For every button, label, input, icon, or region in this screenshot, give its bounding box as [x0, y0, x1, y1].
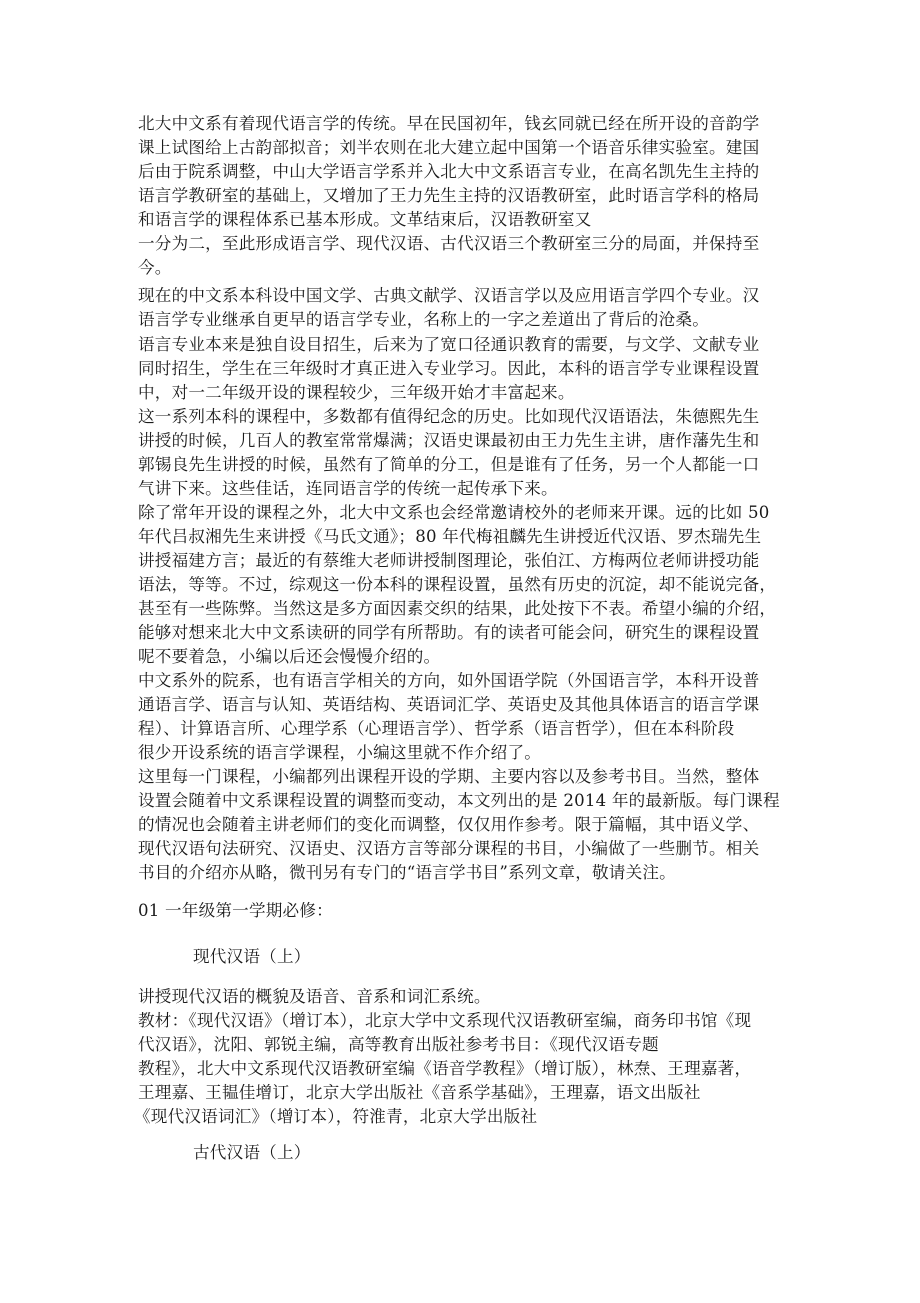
course-description: 讲授现代汉语的概貌及语音、音系和词汇系统。: [138, 987, 491, 1006]
course-title: 古代汉语（上）: [193, 1143, 311, 1162]
paragraph-line: 通语言学、语言与认知、英语结构、英语词汇学、英语史及其他具体语言的语言学课: [138, 695, 760, 714]
paragraph-line: 呢不要着急，小编以后还会慢慢介绍的。: [138, 647, 441, 666]
paragraph-line: 讲授的时候，几百人的教室常常爆满；汉语史课最初由王力先生主讲，唐作藩先生和: [138, 431, 760, 450]
paragraph-line: 中，对一二年级开设的课程较少，三年级开始才丰富起来。: [138, 383, 575, 402]
paragraph-line: 设置会随着中文系课程设置的调整而变动，本文列出的是 2014 年的最新版。每门课程: [138, 791, 780, 810]
paragraph-line: 语言学教研室的基础上，又增加了王力先生主持的汉语教研室，此时语言学科的格局: [138, 186, 760, 205]
paragraph-line: 同时招生，学生在三年级时才真正进入专业学习。因此，本科的语言学专业课程设置: [138, 359, 760, 378]
paragraph-line: 郭锡良先生讲授的时候，虽然有了简单的分工，但是谁有了任务，另一个人都能一口: [138, 455, 760, 474]
paragraph-line: 语言学专业继承自更早的语言学专业，名称上的一字之差道出了背后的沧桑。: [138, 310, 709, 329]
course-textbook-line: 教材：《现代汉语》（增订本），北京大学中文系现代汉语教研室编，商务印书馆《现: [138, 1011, 752, 1030]
paragraph-line: 现在的中文系本科设中国文学、古典文献学、汉语言学以及应用语言学四个专业。汉: [138, 286, 760, 305]
course-textbook-line: 《现代汉语词汇》（增订本），符淮青，北京大学出版社: [134, 1107, 538, 1126]
paragraph-line: 今。: [138, 258, 172, 277]
course-title: 现代汉语（上）: [193, 947, 311, 966]
section-heading: 01 一年级第一学期必修：: [138, 901, 333, 920]
paragraph-line: 和语言学的课程体系已基本形成。文革结束后，汉语教研室又: [138, 210, 592, 229]
course-textbook-line: 代汉语》，沈阳、郭锐主编，高等教育出版社参考书目：《现代汉语专题: [138, 1035, 659, 1054]
paragraph-line: 后由于院系调整，中山大学语言学系并入北大中文系语言专业，在高名凯先生主持的: [138, 162, 760, 181]
paragraph-line: 一分为二，至此形成语言学、现代汉语、古代汉语三个教研室三分的局面，并保持至: [138, 234, 760, 253]
paragraph-line: 中文系外的院系，也有语言学相关的方向，如外国语学院（外国语言学，本科开设普: [138, 671, 760, 690]
paragraph-line: 这里每一门课程，小编都列出课程开设的学期、主要内容以及参考书目。当然，整体: [138, 767, 760, 786]
paragraph-line: 甚至有一些陈弊。当然这是多方面因素交织的结果，此处按下不表。希望小编的介绍，: [138, 599, 777, 618]
paragraph-line: 现代汉语句法研究、汉语史、汉语方言等部分课程的书目，小编做了一些删节。相关: [138, 839, 760, 858]
paragraph-line: 程）、计算语言所、心理学系（心理语言学）、哲学系（语言哲学），但在本科阶段: [138, 719, 735, 738]
paragraph-line: 书目的介绍亦从略，微刊另有专门的“语言学书目”系列文章，敬请关注。: [138, 863, 676, 882]
paragraph-line: 的情况也会随着主讲老师们的变化而调整，仅仅用作参考。限于篇幅，其中语义学、: [138, 815, 760, 834]
paragraph-line: 除了常年开设的课程之外，北大中文系也会经常邀请校外的老师来开课。远的比如 50: [138, 503, 770, 522]
paragraph-line: 语法，等等。不过，综观这一份本科的课程设置，虽然有历史的沉淀，却不能说完备，: [138, 575, 777, 594]
paragraph-line: 课上试图给上古韵部拟音；刘半农则在北大建立起中国第一个语音乐律实验室。建国: [138, 138, 760, 157]
paragraph-line: 年代吕叔湘先生来讲授《马氏文通》；80 年代梅祖麟先生讲授近代汉语、罗杰瑞先生: [138, 527, 762, 546]
course-textbook-line: 王理嘉、王韫佳增订，北京大学出版社《音系学基础》，王理嘉，语文出版社: [138, 1083, 701, 1102]
paragraph-line: 这一系列本科的课程中，多数都有值得纪念的历史。比如现代汉语语法，朱德熙先生: [138, 407, 760, 426]
paragraph-line: 很少开设系统的语言学课程，小编这里就不作介绍了。: [138, 743, 542, 762]
paragraph-line: 北大中文系有着现代语言学的传统。早在民国初年，钱玄同就已经在所开设的音韵学: [138, 114, 760, 133]
paragraph-line: 能够对想来北大中文系读研的同学有所帮助。有的读者可能会问，研究生的课程设置: [138, 623, 760, 642]
paragraph-line: 语言专业本来是独自设目招生，后来为了宽口径通识教育的需要，与文学、文献专业: [138, 335, 760, 354]
course-textbook-line: 教程》，北大中文系现代汉语教研室编《语音学教程》（增订版），林焘、王理嘉著，: [138, 1059, 752, 1078]
paragraph-line: 气讲下来。这些佳话，连同语言学的传统一起传承下来。: [138, 479, 558, 498]
paragraph-line: 讲授福建方言；最近的有蔡维大老师讲授制图理论，张伯江、方梅两位老师讲授功能: [138, 551, 760, 570]
